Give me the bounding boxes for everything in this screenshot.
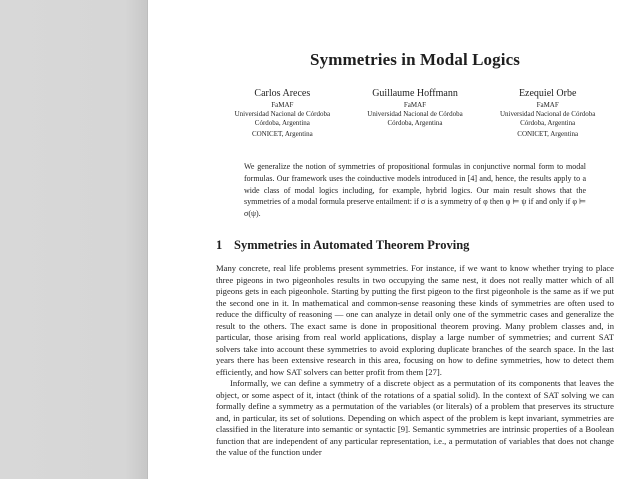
pdf-page bbox=[148, 0, 638, 479]
author-name: Carlos Areces bbox=[254, 88, 311, 99]
author-affiliation: Universidad Nacional de Córdoba bbox=[499, 110, 596, 118]
author-affiliation: FaMAF bbox=[271, 101, 294, 109]
section-heading bbox=[216, 238, 614, 253]
author-block bbox=[216, 89, 614, 139]
author-affiliation: Universidad Nacional de Córdoba bbox=[367, 110, 463, 118]
author-affiliation: CONICET, Argentina bbox=[251, 130, 313, 138]
author-affiliation: FaMAF bbox=[536, 101, 559, 109]
body-text bbox=[216, 263, 614, 459]
author-affiliation: Universidad Nacional de Córdoba bbox=[234, 110, 331, 118]
paragraph: Informally, we can define a symmetry of a discrete object as a permutation of its components that leaves the object, or some aspect of it, intact (think of the rotations of a spatial solid). In the context of SAT solving we can formally define a symmetry as a permutation of the variables (or literals) of a problem that preserves its structure and, in particular, its set of solutions. Depending on which aspect of the problem is kept invariant, symmetries are classified in the literature into semantic or syntactic [9]. Semantic symmetries are intrinsic properties of a Boolean function that are independent of any particular representation, i.e., a permutation of variables that does not change the value of the function under bbox=[216, 378, 614, 457]
author-affiliation: FaMAF bbox=[403, 101, 427, 109]
viewer-left-gutter bbox=[0, 0, 148, 479]
paper-title: Symmetries in Modal Logics bbox=[310, 50, 520, 69]
author-affiliation: Córdoba, Argentina bbox=[254, 119, 310, 127]
author-name: Ezequiel Orbe bbox=[518, 88, 577, 99]
abstract: We generalize the notion of symmetries of propositional formulas in conjunctive normal form to modal formulas. Our framework uses the coinductive models introduced in [4] and, hence, the results apply to a wide class of modal logics including, for example, hybrid logics. Our main result shows that the symmetries of a modal formula preserve entailment: if σ is a symmetry of φ then φ ⊨ ψ if and only if φ ⊨ σ(ψ). bbox=[244, 162, 586, 219]
paragraph: Many concrete, real life problems present symmetries. For instance, if we want to know whether trying to place three pigeons in two pigeonholes results in two occupying the same nest, it does not really matter which of all pigeons gets in each pigeonhole. Starting by putting the first pigeon to the first pigeonhole is the same as if we put the second one in it. In mathematical and common-sense reasoning these kinds of symmetries are often used to reduce the difficulty of reasoning — one can analyze in detail only one of the symmetric cases and generalize the result to the others. The exact same is done in propositional theorem proving. Many problem classes and, in particular, those arising from real world applications, display a large number of symmetries; and current SAT solvers take into account these symmetries to avoid exploring duplicate branches of the search space. In the last years there has been extensive research in this area, focusing on how to define symmetries, how to detect them efficiently, and how SAT solvers can better profit from them [27]. bbox=[216, 263, 614, 377]
section-title: Symmetries in Automated Theorem Proving bbox=[234, 238, 470, 252]
author-name: Guillaume Hoffmann bbox=[372, 88, 458, 99]
author-affiliation: Córdoba, Argentina bbox=[387, 119, 443, 127]
author-affiliation: Córdoba, Argentina bbox=[520, 119, 576, 127]
author-affiliation: CONICET, Argentina bbox=[517, 130, 579, 138]
author-3 bbox=[481, 89, 614, 139]
author-2 bbox=[349, 89, 482, 139]
section-number: 1 bbox=[216, 238, 223, 252]
author-1 bbox=[216, 89, 349, 139]
